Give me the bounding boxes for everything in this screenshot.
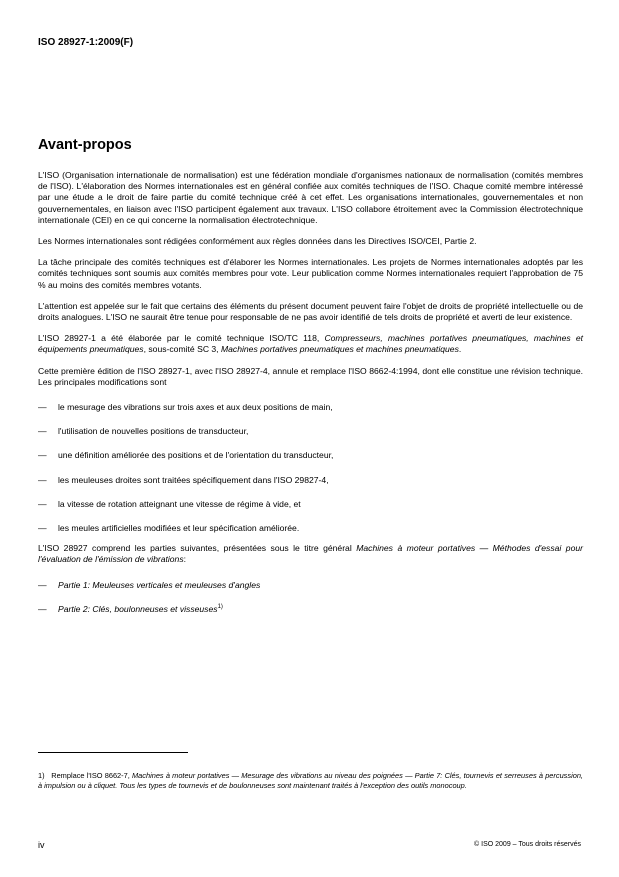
list-item: — l'utilisation de nouvelles positions de transducteur, <box>38 426 249 437</box>
paragraph-parts-intro: L'ISO 28927 comprend les parties suivantes, présentées sous le titre général Machines à moteur portatives — Méthodes d'essai pour l'évaluation de l'émission de vibrations: <box>38 543 583 565</box>
list-item: — les meuleuses droites sont traitées spécifiquement dans l'ISO 29827-4, <box>38 474 329 485</box>
copyright-notice: © ISO 2009 – Tous droits réservés <box>474 841 581 848</box>
parts-list <box>38 580 583 615</box>
paragraph-technical-committees: La tâche principale des comités techniques est d'élaborer les Normes internationales. Les projets de Normes internationales adoptés par les comités techniques sont soumis aux comités membres pour vote. Leur publication comme Normes internationales requiert l'approbation de 75 % au moins des comités membres votants. <box>38 257 583 290</box>
paragraph-iso-intro: L'ISO (Organisation internationale de normalisation) est une fédération mondiale d'organismes nationaux de normalisation (comités membres de l'ISO). L'élaboration des Normes internationales est en général confiée aux comités techniques de l'ISO. Chaque comité membre intéressé par une étude a le droit de faire partie du comité technique créé à cet effet. Les organisations internationales, gouvernementales et non gouvernementales, en liaison avec l'ISO participent également aux travaux. L'ISO collabore étroitement avec la Commission électrotechnique internationale (CEI) en ce qui concerne la normalisation électrotechnique. <box>38 170 583 225</box>
document-id-header: ISO 28927-1:2009(F) <box>38 37 134 48</box>
footnote-reference: 1) <box>217 604 223 611</box>
paragraph-edition: Cette première édition de l'ISO 28927-1, avec l'ISO 28927-4, annule et remplace l'ISO 8662-4:1994, dont elle constitue une révision technique. Les principales modifications sont <box>38 365 583 387</box>
list-item: — Partie 2: Clés, boulonneuses et visseuses$^{1)}$ <box>38 603 223 614</box>
list-item: — Partie 1: Meuleuses verticales et meuleuses d'angles <box>38 579 261 590</box>
list-item: — une définition améliorée des positions et de l'orientation du transducteur, <box>38 450 334 461</box>
foreword-body <box>38 170 583 628</box>
modifications-list <box>38 402 583 534</box>
list-item: — les meules artificielles modifiées et leur spécification améliorée. <box>38 523 300 534</box>
page-number: iv <box>38 840 45 850</box>
footnote: 1) Remplace l'ISO 8662-7, Machines à moteur portatives — Mesurage des vibrations au niveau des poignées — Partie 7: Clés, tournevis et serreuses à percussion, à impulsion ou à cliquet. Tous les types de tournevis et de boulonneuses sont maintenant traités à l'exception des outils monocoup. <box>38 771 583 790</box>
paragraph-directives: Les Normes internationales sont rédigées conformément aux règles données dans les Directives ISO/CEI, Partie 2. <box>38 236 477 247</box>
page-title: Avant-propos <box>38 137 132 153</box>
list-item: — la vitesse de rotation atteignant une vitesse de régime à vide, et <box>38 498 301 509</box>
paragraph-patent-notice: L'attention est appelée sur le fait que certains des éléments du présent document peuvent faire l'objet de droits de propriété intellectuelle ou de droits analogues. L'ISO ne saurait être tenue pour responsable de ne pas avoir identifié de tels droits de propriété et averti de leur existence. <box>38 300 583 323</box>
footnote-divider <box>38 752 188 753</box>
paragraph-prepared-by: L'ISO 28927-1 a été élaborée par le comité technique ISO/TC 118, Compresseurs, machines portatives pneumatiques, machines et équipements pneumatiques, sous-comité SC 3, Machines portatives pneumatiques et machines pneumatiques. <box>38 333 583 355</box>
list-item: — le mesurage des vibrations sur trois axes et aux deux positions de main, <box>38 402 333 413</box>
